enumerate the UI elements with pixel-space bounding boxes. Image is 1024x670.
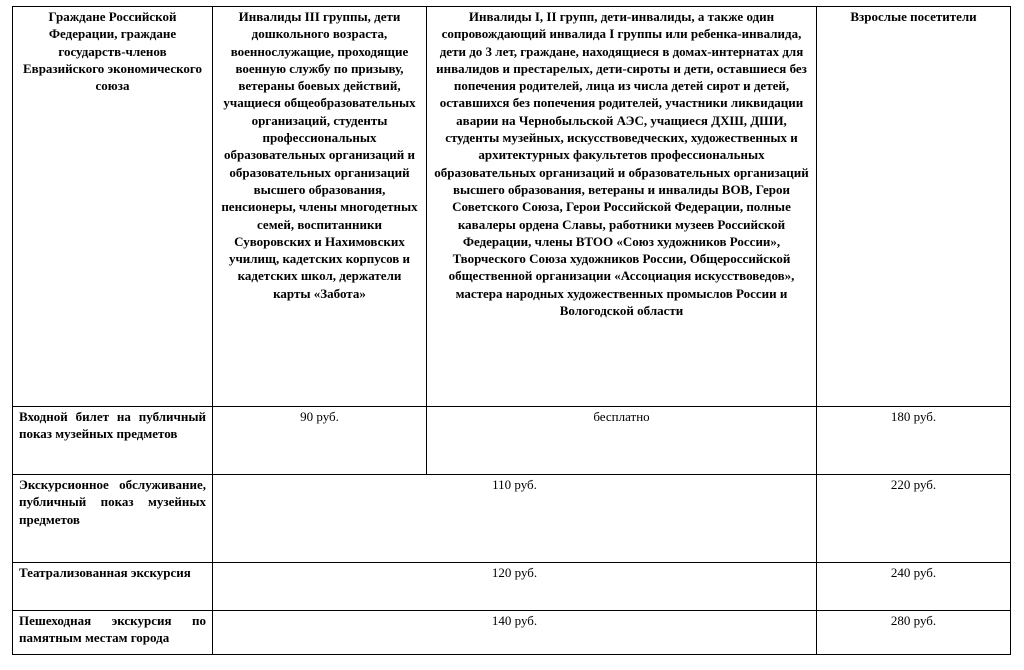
- header-citizens: Граждане Российской Федерации, граждане государств-членов Евразийского экономического союза: [13, 7, 213, 407]
- table-row: [13, 611, 1011, 655]
- price-table: [12, 6, 1011, 655]
- price-shared-cell: 110 руб.: [213, 475, 817, 563]
- price-adult-cell: 280 руб.: [817, 611, 1011, 655]
- row-service-walking-tour: Пешеходная экскурсия по памятным местам города: [13, 611, 213, 655]
- row-service-excursion: Экскурсионное обслуживание, публичный показ музейных предметов: [13, 475, 213, 563]
- row-service-entry-ticket: Входной билет на публичный показ музейных предметов: [13, 407, 213, 475]
- header-free-category: Инвалиды I, II групп, дети-инвалиды, а также один сопровождающий инвалида I группы или ребенка-инвалида, дети до 3 лет, граждане, находящиеся в домах-интернатах для инвалидов и престарелых, дети-сироты и дети, оставшиеся без попечения родителей, лица из числа детей сирот и детей, оставшихся без попечения родителей, участники ликвидации аварии на Чернобыльской АЭС, учащиеся ДХШ, ДШИ, студенты музейных, искусствоведческих, художественных и архитектурных факультетов профессиональных образовательных организаций и образовательных организаций высшего образования, ветераны и инвалиды ВОВ, Герои Советского Союза, Герои Российской Федерации, полные кавалеры ордена Славы, работники музеев Российской Федерации, члены ВТОО «Союз художников России», Творческого Союза художников России, Общероссийской общественной организации «Ассоциация искусствоведов», мастера народных художественных промыслов России и Вологодской области: [427, 7, 817, 407]
- price-adult-cell: 240 руб.: [817, 563, 1011, 611]
- table-row: [13, 407, 1011, 475]
- price-shared-cell: 120 руб.: [213, 563, 817, 611]
- price-discount-cell: 90 руб.: [213, 407, 427, 475]
- price-adult-cell: 220 руб.: [817, 475, 1011, 563]
- table-row: [13, 475, 1011, 563]
- price-adult-cell: 180 руб.: [817, 407, 1011, 475]
- price-free-cell: бесплатно: [427, 407, 817, 475]
- header-row: [13, 7, 1011, 407]
- header-discount-category: Инвалиды III группы, дети дошкольного возраста, военнослужащие, проходящие военную службу по призыву, ветераны боевых действий, учащиеся общеобразовательных организаций, студенты профессиональных образовательных организаций и образовательных организаций высшего образования, пенсионеры, члены многодетных семей, воспитанники Суворовских и Нахимовских училищ, кадетских корпусов и кадетских школ, держатели карты «Забота»: [213, 7, 427, 407]
- price-shared-cell: 140 руб.: [213, 611, 817, 655]
- row-service-theatrical: Театрализованная экскурсия: [13, 563, 213, 611]
- header-adults: Взрослые посетители: [817, 7, 1011, 407]
- table-row: [13, 563, 1011, 611]
